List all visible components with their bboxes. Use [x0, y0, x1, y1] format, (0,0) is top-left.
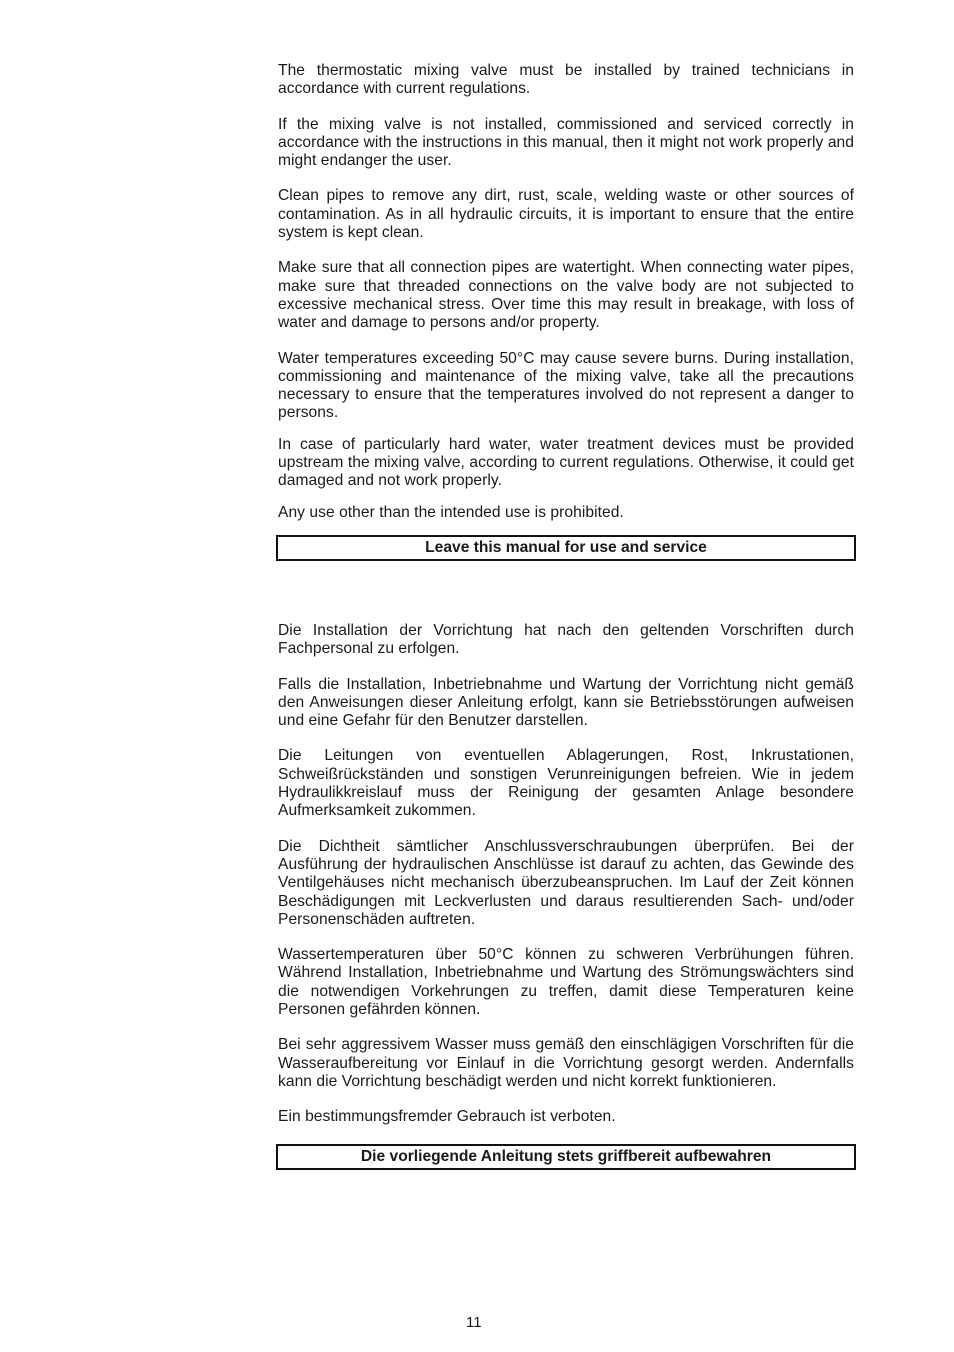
- en-paragraph-clean-pipes: Clean pipes to remove any dirt, rust, scale, welding waste or other sources of contamination. As in all hydraulic circuits, it is important to ensure that the entire system is kept clean.: [278, 187, 854, 242]
- en-paragraph-temperature: Water temperatures exceeding 50°C may cause severe burns. During installation, commissioning and maintenance of the mixing valve, take all the precautions necessary to ensure that the temperatures involved do not represent a danger to persons.: [278, 349, 854, 422]
- en-paragraph-commissioning: If the mixing valve is not installed, commissioned and serviced correctly in accordance with the instructions in this manual, then it might not work properly and might endanger the user.: [278, 115, 854, 170]
- de-paragraph-watertight: Die Dichtheit sämtlicher Anschlussverschraubungen überprüfen. Bei der Ausführung der hydraulischen Anschlüsse ist darauf zu achten, das Gewinde des Ventilgehäuses nicht mechanisch überzubeanspruchen. Im Lauf der Zeit können Beschädigungen mit Leckverlusten und daraus resultierenden Sach- und/oder Personenschäden auftreten.: [278, 837, 854, 928]
- en-paragraph-intended-use: Any use other than the intended use is prohibited.: [278, 503, 624, 521]
- german-safety-section: [278, 622, 854, 1170]
- de-paragraph-installation: Die Installation der Vorrichtung hat nach den geltenden Vorschriften durch Fachpersonal zu erfolgen.: [278, 622, 854, 658]
- en-paragraph-hard-water: In case of particularly hard water, water treatment devices must be provided upstream the mixing valve, according to current regulations. Otherwise, it could get damaged and not work properly.: [278, 435, 854, 490]
- de-paragraph-commissioning: Falls die Installation, Inbetriebnahme und Wartung der Vorrichtung nicht gemäß den Anweisungen dieser Anleitung erfolgt, kann sie Betriebsstörungen aufweisen und eine Gefahr für den Benutzer darstellen.: [278, 675, 854, 730]
- english-safety-section: [278, 62, 854, 561]
- en-paragraph-installation: The thermostatic mixing valve must be installed by trained technicians in accordance with current regulations.: [278, 62, 854, 98]
- page-number: 11: [466, 1314, 482, 1331]
- en-paragraph-watertight: Make sure that all connection pipes are watertight. When connecting water pipes, make sure that threaded connections on the valve body are not subjected to excessive mechanical stress. Over time this may result in breakage, with loss of water and damage to persons and/or property.: [278, 259, 854, 332]
- de-paragraph-intended-use: Ein bestimmungsfremder Gebrauch ist verboten.: [278, 1108, 616, 1126]
- de-paragraph-clean-pipes: Die Leitungen von eventuellen Ablagerungen, Rost, Inkrustationen, Schweißrückständen und sonstigen Verunreinigungen befreien. Wie in jedem Hydraulikkreislauf muss der Reinigung der gesamten Anlage besondere Aufmerksamkeit zukommen.: [278, 747, 854, 820]
- de-notice-box: Die vorliegende Anleitung stets griffbereit aufbewahren: [276, 1144, 856, 1170]
- de-paragraph-hard-water: Bei sehr aggressivem Wasser muss gemäß den einschlägigen Vorschriften für die Wasseraufbereitung vor Einlauf in die Vorrichtung gesorgt werden. Andernfalls kann die Vorrichtung beschädigt werden und nicht korrekt funktionieren.: [278, 1036, 854, 1090]
- en-notice-box: Leave this manual for use and service: [276, 535, 856, 561]
- de-paragraph-temperature: Wassertemperaturen über 50°C können zu schweren Verbrühungen führen. Während Installation, Inbetriebnahme und Wartung des Strömungswächters sind die notwendigen Vorkehrungen zu treffen, damit diese Temperaturen keine Personen gefährden können.: [278, 946, 854, 1019]
